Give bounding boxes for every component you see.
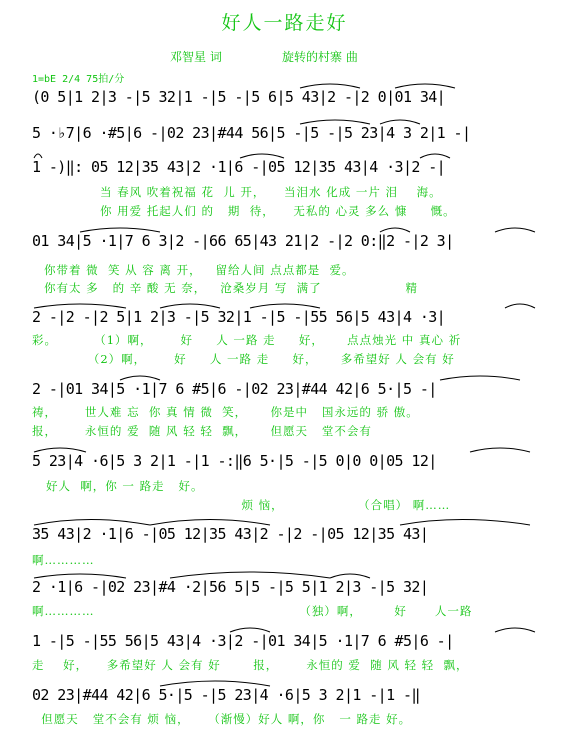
lyricist-credit: 邓智星 词 [170,50,222,64]
lyric-line-11a: 但愿天 堂不会有 烦 恼， （渐慢）好人 啊，你 一 路走 好。 [32,712,412,726]
slur-arc [495,228,535,232]
slur-arc [300,120,370,124]
slur-arc [160,681,270,686]
slur-arc [400,520,530,526]
slur-arc [160,304,220,308]
lyric-line-3b: 你 用爱 托起人们 的 期 待， 无私的 心灵 多么 慷 慨。 [100,204,456,218]
slur-arc [240,154,284,158]
slur-arc [505,304,535,308]
lyric-line-3a: 当 春风 吹着祝福 花 儿 开， 当泪水 化成 一片 泪 海。 [100,185,442,199]
song-title: 好人一路走好 [221,12,348,34]
slur-arc [150,520,270,526]
lyric-line-5b: （2）啊， 好 人 一路 走 好， 多希望好 人 会有 好 [32,352,455,366]
slur-arc [34,520,150,526]
slur-arc [250,304,320,308]
slur-arc [380,120,420,124]
composer-credit: 旋转的村寨 曲 [282,50,358,64]
slur-arc [34,154,42,158]
notation-line-4: 01 34|5 ·1|7 6 3|2 -|66 65|43 21|2 -|2 0:‖2 -|2 3| [32,232,454,250]
slur-arc [395,84,455,88]
lyric-line-7a: 好人 啊，你 一 路走 好。 [32,479,204,493]
slur-arc [80,228,160,232]
slur-arc [34,304,126,308]
lyric-line-10a: 走 好， 多希望好 人 会有 好 报， 永恒的 爱 随 风 轻 轻 飘， [32,658,469,672]
lyric-line-7b: 烦 恼， （合唱） 啊…… [32,498,451,512]
notation-line-5: 2 -|2 -|2 5|1 2|3 -|5 32|1 -|5 -|55 56|5 43|4 ·3| [32,308,446,326]
slur-arc [34,574,126,578]
slur-arc [440,376,520,380]
notation-line-11: 02 23|#44 42|6 5·|5 -|5 23|4 ·6|5 3 2|1 -|1 -‖ [32,686,420,704]
key-signature: 1=bE 2/4 75拍/分 [32,74,125,85]
notation-line-8: 35 43|2 ·1|6 -|05 12|35 43|2 -|2 -|05 12|35 43| [32,525,429,543]
lyric-line-4b: 你有太 多 的 辛 酸 无 奈， 沧桑岁月 写 满了 精 [44,281,418,295]
slur-arc [170,572,330,578]
notation-line-10: 1 -|5 -|55 56|5 43|4 ·3|2 -|01 34|5 ·1|7 6 #5|6 -| [32,632,454,650]
slur-arc [420,154,450,158]
slur-arc [120,376,160,380]
lyric-line-5a: 彩。 （1）啊， 好 人 一路 走 好， 点点烛光 中 真心 祈 [32,333,462,347]
lyric-line-9a: 啊………… （独）啊， 好 人一路 [32,604,473,618]
notation-line-3: 1 -)‖: 05 12|35 43|2 ·1|6 -|05 12|35 43|4 ·3|2 -| [32,158,446,176]
lyric-line-6a: 祷， 世人难 忘 你 真 情 微 笑， 你是中 国永远的 骄 傲。 [32,405,419,419]
notation-line-1: (0 5|1 2|3 -|5 32|1 -|5 -|5 6|5 43|2 -|2 0|01 34| [32,88,446,106]
lyric-line-6b: 报， 永恒的 爱 随 风 轻 轻 飘， 但愿天 堂不会有 [32,424,372,438]
lyric-line-8a: 啊………… [32,553,95,567]
lyric-line-4a: 你带着 微 笑 从 容 离 开， 留给人间 点点都是 爱。 [44,263,355,277]
slur-arc [470,448,530,452]
notation-line-6: 2 -|01 34|5 ·1|7 6 #5|6 -|02 23|#44 42|6 5·|5 -| [32,380,437,398]
slur-arc [230,628,270,632]
slur-arc [34,448,86,452]
slur-arc [495,628,535,632]
slur-arc [330,574,370,578]
slur-arc [300,84,360,88]
notation-line-7: 5 23|4 ·6|5 3 2|1 -|1 -:‖6 5·|5 -|5 0|0 0|05 12| [32,452,437,470]
slur-arc [380,228,410,232]
notation-line-2: 5 ·♭7|6 ·#5|6 -|02 23|#44 56|5 -|5 -|5 23|4 3 2|1 -| [32,124,471,142]
notation-line-9: 2 ·1|6 -|02 23|#4 ·2|56 5|5 -|5 5|1 2|3 -|5 32| [32,578,429,596]
